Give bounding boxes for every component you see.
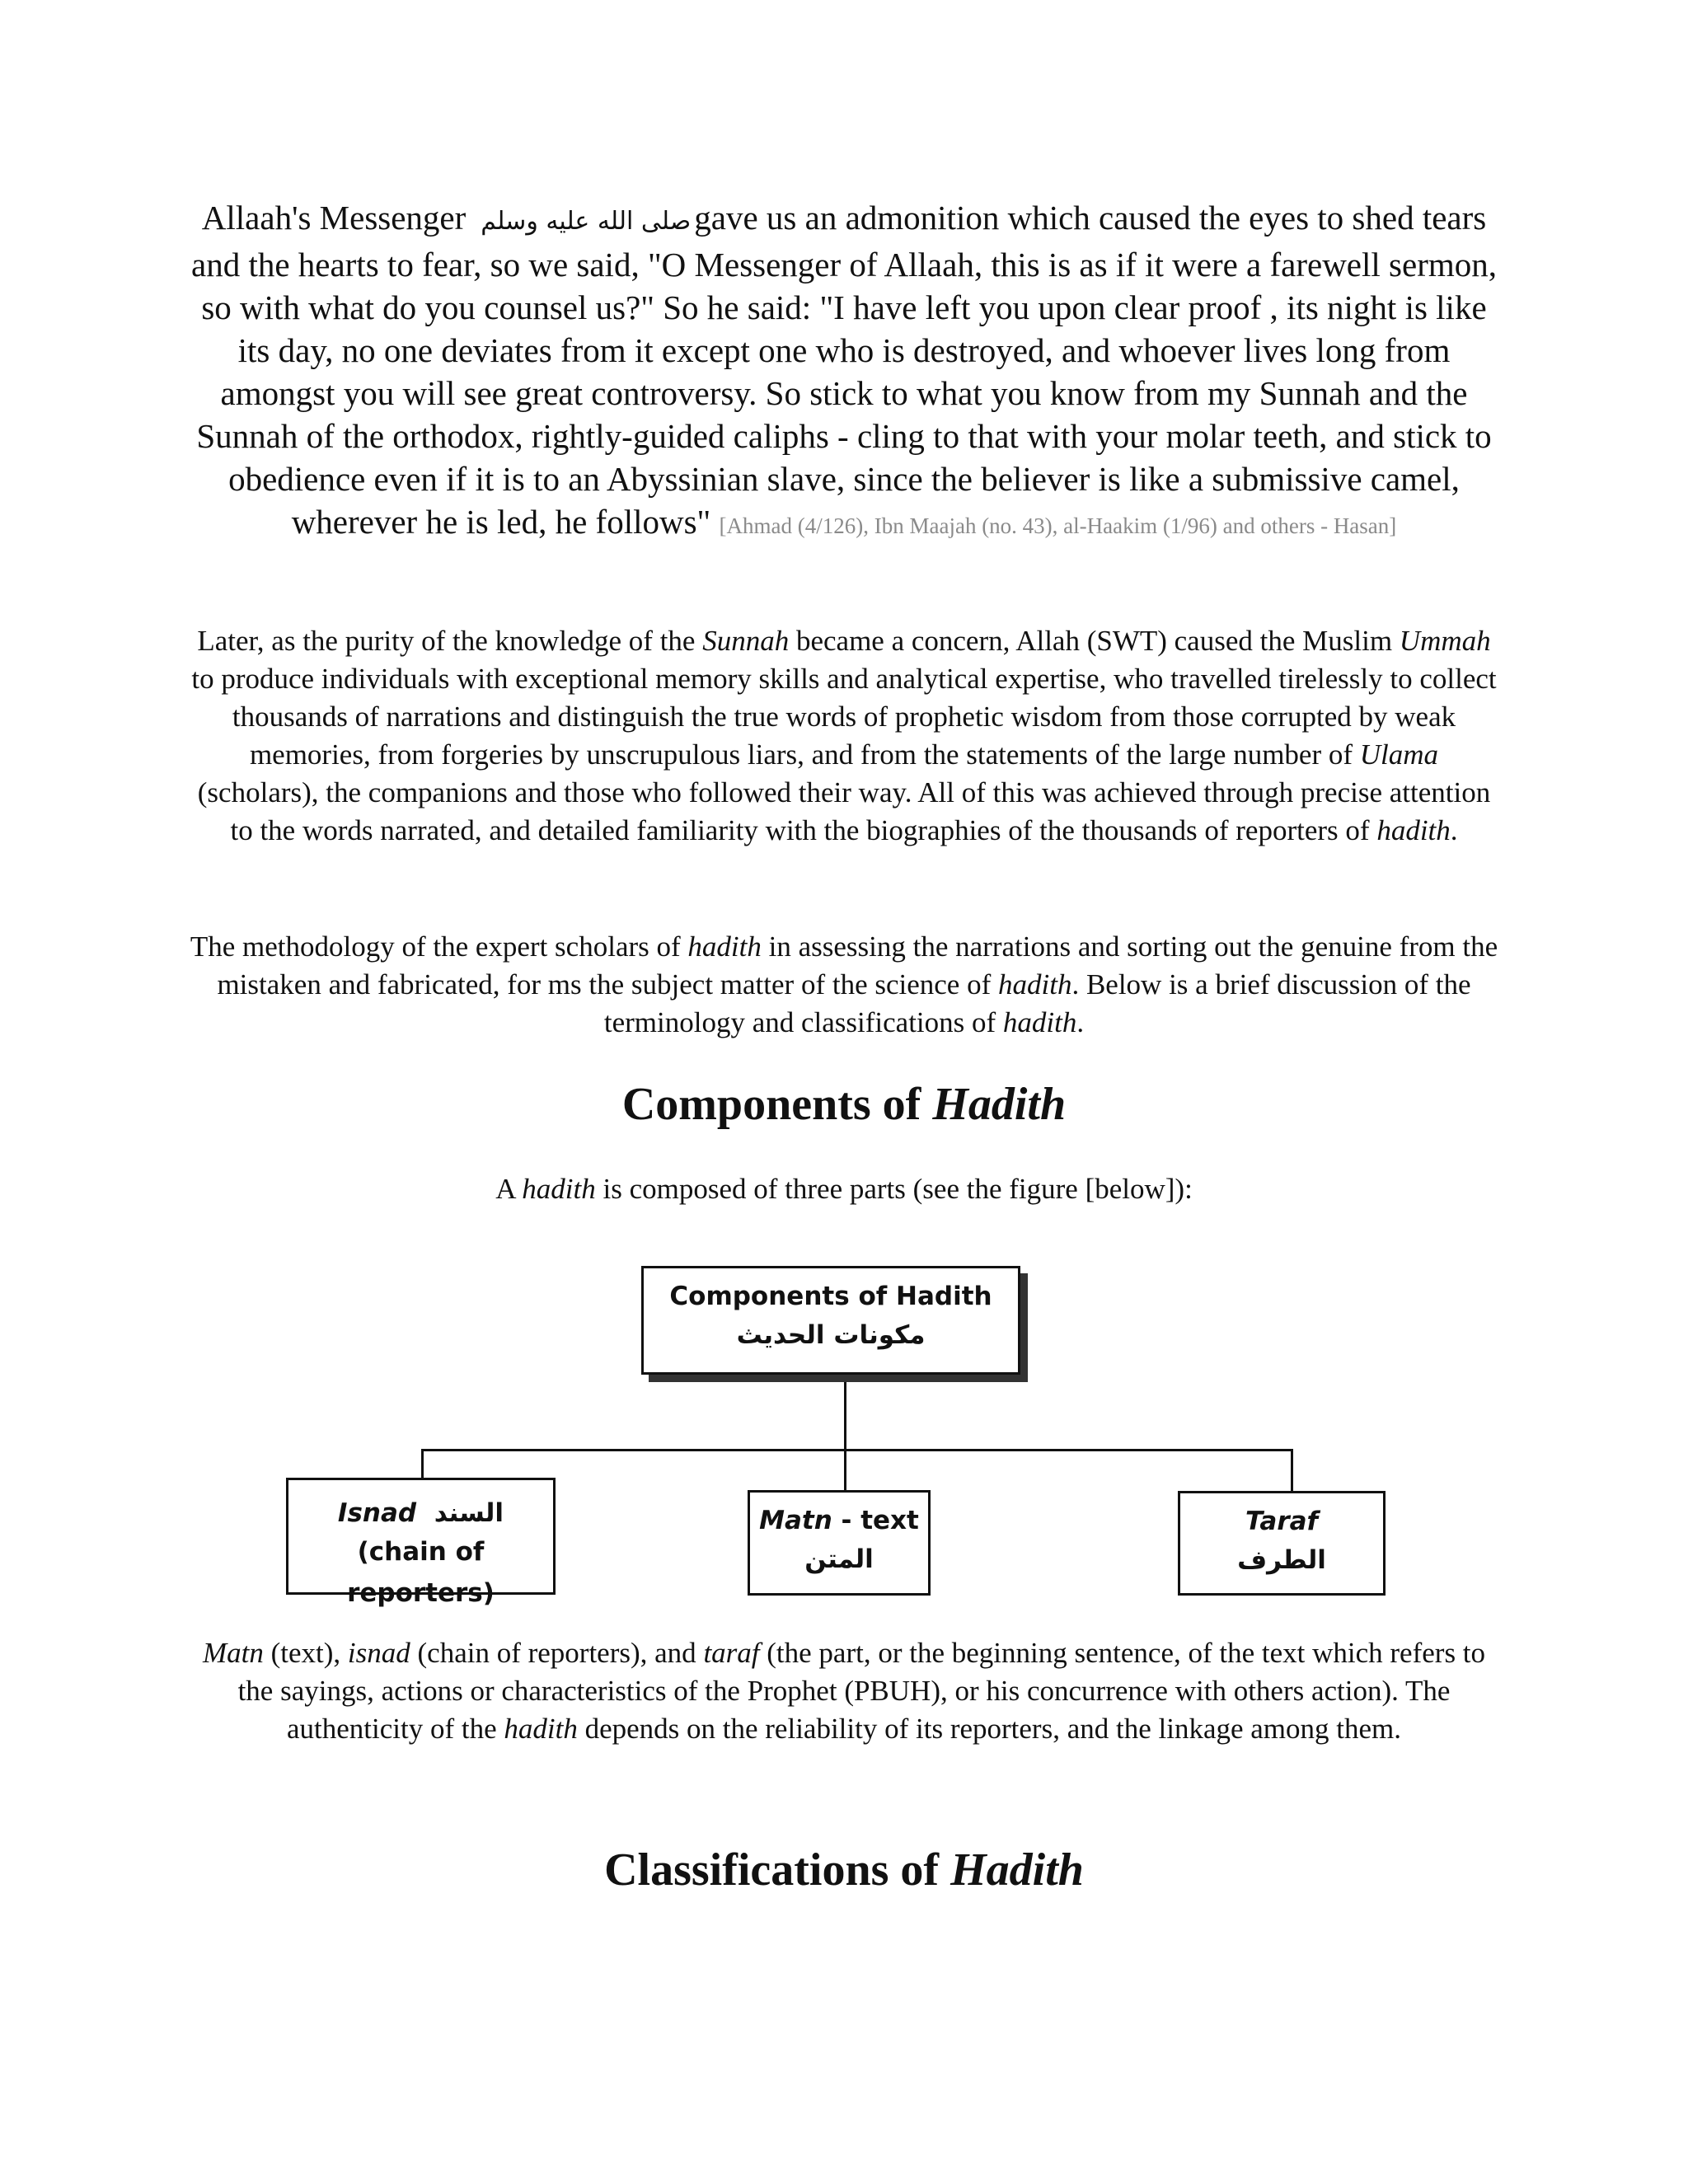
italic-term: hadith bbox=[1002, 1006, 1077, 1038]
text-run: . Below is a brief discussion of the terminology and classifications of bbox=[603, 968, 1471, 1038]
text-run: . bbox=[1450, 814, 1458, 846]
text-run: The methodology of the expert scholars of bbox=[190, 930, 688, 963]
connector-horizontal bbox=[422, 1449, 1292, 1451]
connector-isnad bbox=[421, 1449, 424, 1479]
isnad-label-arabic: السند bbox=[434, 1498, 504, 1528]
diagram-matn-box bbox=[748, 1490, 931, 1596]
text-run: . bbox=[1076, 1006, 1085, 1038]
isnad-subtitle: (chain of reporters) bbox=[347, 1537, 495, 1608]
paragraph-methodology bbox=[190, 928, 1498, 1042]
connector-root-stem bbox=[844, 1375, 846, 1451]
diagram-taraf-box bbox=[1178, 1491, 1386, 1596]
italic-term: Ummah bbox=[1399, 625, 1491, 657]
quote-lead: Allaah's Messenger bbox=[201, 199, 467, 237]
quote-text: gave us an admonition which caused the eyes to shed tears and the hearts to fear, so we said, "O Messenger of Allaah, this is as if it were a farewell sermon, so with what do you counsel us?" So he said: "I have left you upon clear proof , its night is like its day, no one deviates from it except one who is destroyed, and whoever lives long from amongst you will see great controversy. So stick to what you know from my Sunnah and the Sunnah of the orthodox, rightly-guided caliphs - cling to that with your molar teeth, and stick to obedience even if it is to an Abyssinian slave, since the believer is like a submissive camel, wherever he is led, he follows" bbox=[191, 199, 1497, 541]
text-run: (chain of reporters), and bbox=[410, 1637, 704, 1669]
italic-term: hadith bbox=[998, 968, 1072, 1001]
taraf-label-arabic: الطرف bbox=[1237, 1545, 1326, 1575]
root-label-arabic: مكونات الحديث bbox=[736, 1320, 926, 1350]
text-run: in assessing the narrations and sorting out the genuine from the mistaken and fabricated, for ms the subject matter of the science of bbox=[217, 930, 1498, 1001]
root-label: Components of Hadith bbox=[669, 1282, 992, 1311]
italic-term: hadith bbox=[1376, 814, 1451, 846]
connector-taraf bbox=[1291, 1449, 1293, 1492]
text-run: depends on the reliability of its reporters, and the linkage among them. bbox=[577, 1713, 1402, 1745]
italic-term: taraf bbox=[703, 1637, 760, 1669]
isnad-label: Isnad bbox=[337, 1498, 417, 1528]
connector-matn bbox=[844, 1449, 846, 1491]
text-run: became a concern, Allah (SWT) caused the Muslim bbox=[789, 625, 1400, 657]
honorific-arabic: صلى الله عليه وسلم bbox=[481, 207, 692, 236]
heading-italic: Hadith bbox=[932, 1079, 1067, 1130]
italic-term: hadith bbox=[522, 1173, 596, 1205]
italic-term: Sunnah bbox=[702, 625, 790, 657]
italic-term: isnad bbox=[347, 1637, 410, 1669]
matn-label-arabic: المتن bbox=[804, 1544, 874, 1574]
text-run: is composed of three parts (see the figure [below]): bbox=[595, 1173, 1193, 1205]
italic-term: Ulama bbox=[1359, 738, 1439, 771]
text-run: (scholars), the companions and those who followed their way. All of this was achieved through precise attention to the words narrated, and detailed familiarity with the biographies of the thousands of reporters of bbox=[197, 776, 1491, 846]
matn-label-suffix: - text bbox=[832, 1506, 919, 1535]
italic-term: hadith bbox=[504, 1713, 578, 1745]
diagram-isnad-box bbox=[286, 1478, 556, 1608]
text-run: Later, as the purity of the knowledge of the bbox=[197, 625, 703, 657]
paragraph-sunnah-preservation bbox=[190, 622, 1498, 850]
text-run: A bbox=[495, 1173, 523, 1205]
heading-text: Components of bbox=[621, 1079, 933, 1130]
heading-text: Classifications of bbox=[604, 1844, 951, 1896]
matn-label: Matn bbox=[759, 1506, 832, 1535]
text-run: (text), bbox=[263, 1637, 348, 1669]
heading-italic: Hadith bbox=[950, 1844, 1084, 1896]
italic-term: Matn bbox=[202, 1637, 264, 1669]
text-run: (the part, or the beginning sentence, of the text which refers to the sayings, actions or characteristics of the Prophet (PBUH), or his concurrence with others action). The authenticity of the bbox=[237, 1637, 1486, 1745]
hadith-quote bbox=[190, 196, 1498, 547]
diagram-root-box bbox=[641, 1266, 1020, 1375]
heading-components bbox=[190, 1076, 1498, 1133]
heading-classifications bbox=[190, 1841, 1498, 1899]
italic-term: hadith bbox=[687, 930, 762, 963]
text-run: to produce individuals with exceptional memory skills and analytical expertise, who travelled tirelessly to collect thousands of narrations and distinguish the true words of prophetic wisdom from those corrupted by weak memories, from forgeries by unscrupulous liars, and from the statements of the large number of bbox=[191, 663, 1497, 771]
quote-reference: [Ahmad (4/126), Ibn Maajah (no. 43), al-Haakim (1/96) and others - Hasan] bbox=[719, 513, 1397, 538]
components-intro bbox=[190, 1170, 1498, 1208]
paragraph-components-explained bbox=[190, 1634, 1498, 1748]
taraf-label: Taraf bbox=[1245, 1507, 1319, 1536]
